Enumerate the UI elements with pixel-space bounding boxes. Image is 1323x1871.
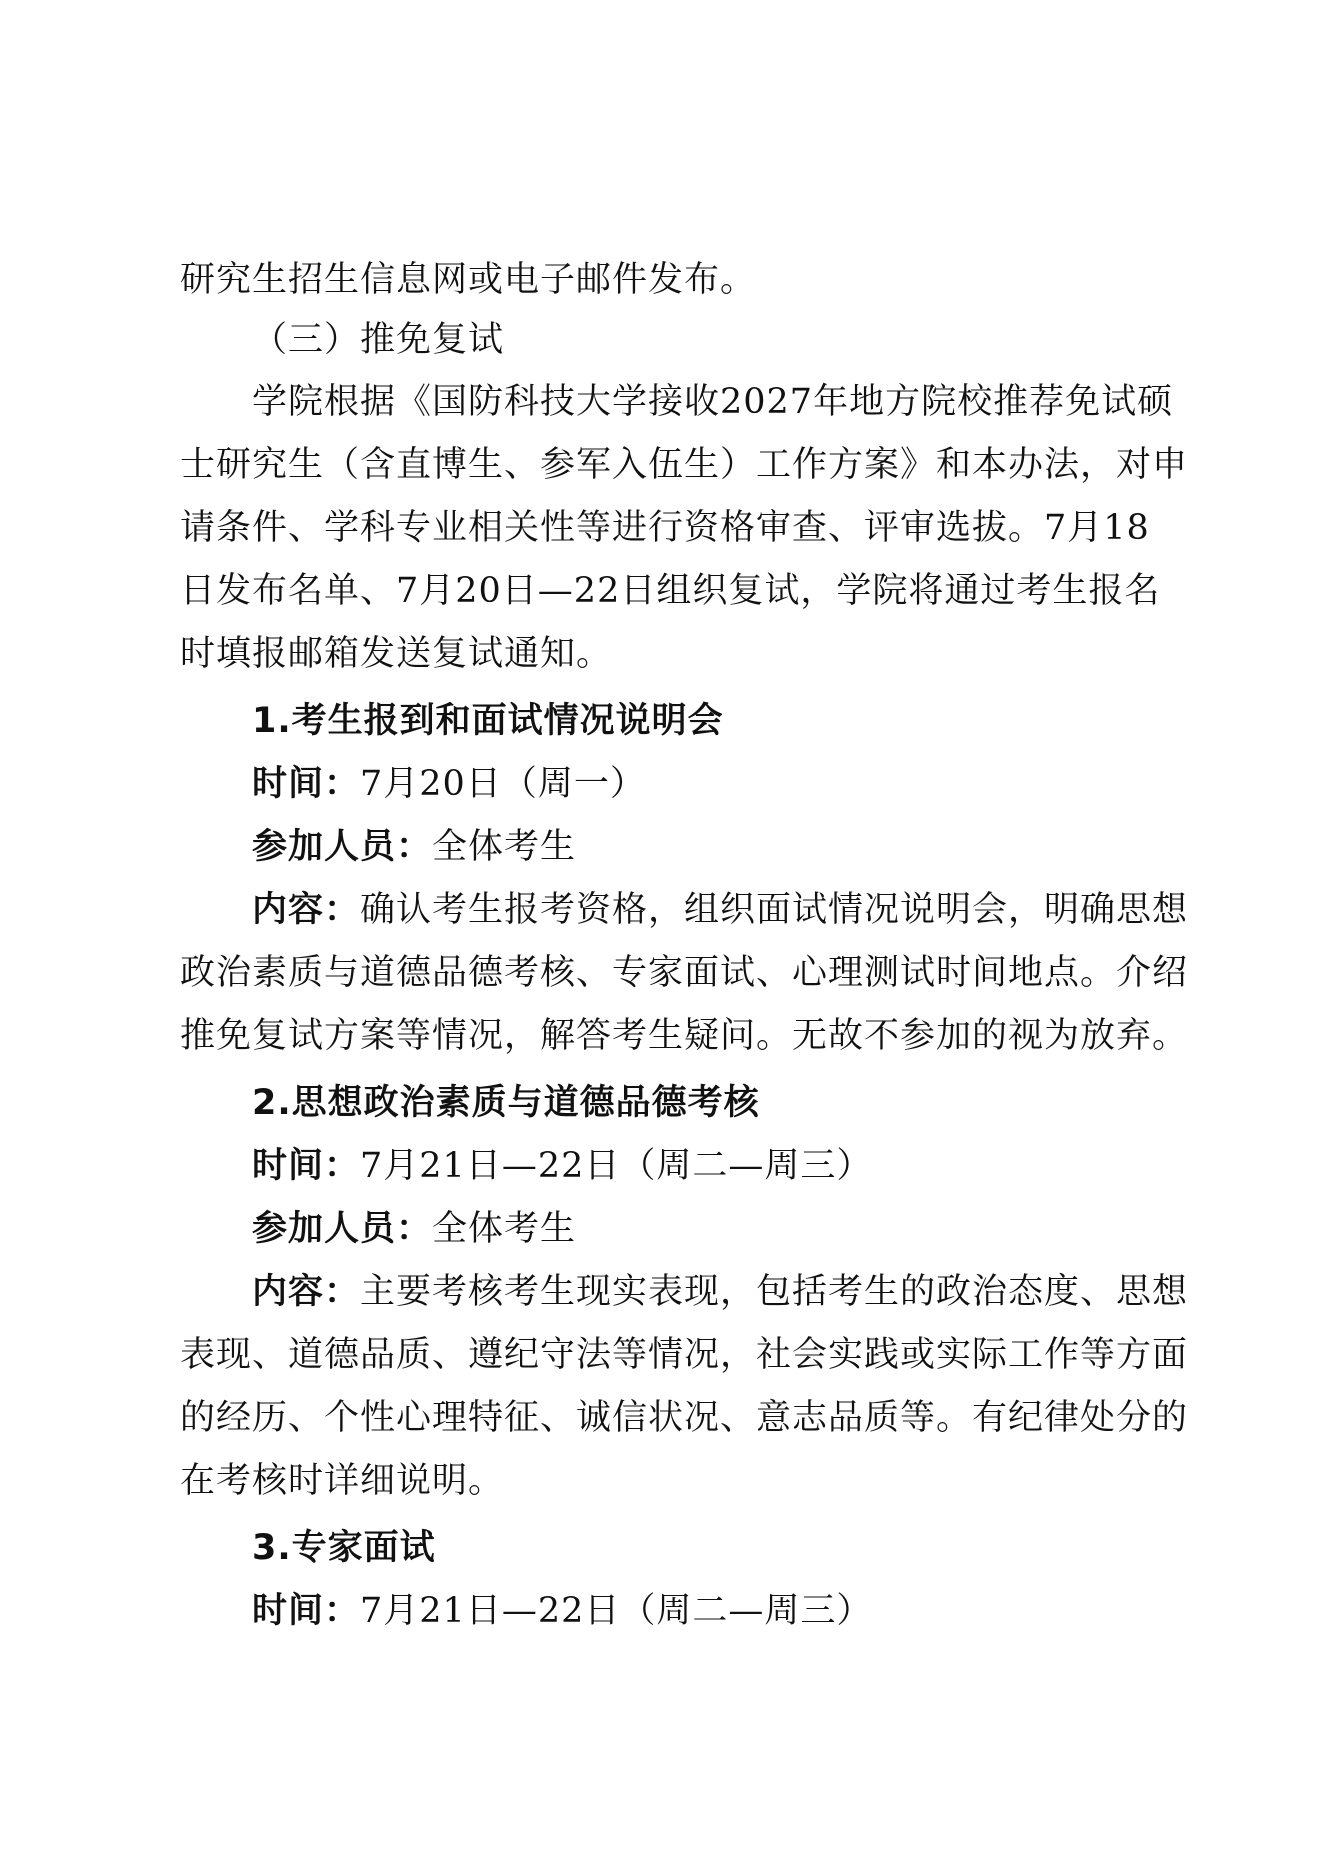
- paragraph-line: 士研究生（含直博生、参军入伍生）工作方案》和本办法，对申: [180, 445, 1189, 485]
- content-row-1: [252, 888, 1189, 932]
- time-value: 7月20日（周一）: [360, 764, 646, 804]
- time-value: 7月21日—22日（周二—周三）: [360, 1591, 873, 1631]
- subheading-3: 3.专家面试: [252, 1528, 436, 1568]
- content-line: 在考核时详细说明。: [180, 1461, 505, 1501]
- content-line: 表现、道德品质、遵纪守法等情况，社会实践或实际工作等方面: [180, 1335, 1189, 1375]
- section-heading-recheck: （三）推免复试: [252, 320, 505, 360]
- content-line: 推免复试方案等情况，解答考生疑问。无故不参加的视为放弃。: [180, 1016, 1189, 1056]
- content-row-2: [252, 1270, 1189, 1314]
- content-line: 的经历、个性心理特征、诚信状况、意志品质等。有纪律处分的: [180, 1398, 1189, 1438]
- paragraph-line: 时填报邮箱发送复试通知。: [180, 634, 613, 674]
- people-row-2: [252, 1207, 1170, 1251]
- time-row-3: [252, 1589, 1170, 1633]
- subheading-1: 1.考生报到和面试情况说明会: [252, 701, 724, 741]
- time-row-2: [252, 1144, 1170, 1188]
- paragraph-continuation: 研究生招生信息网或电子邮件发布。: [180, 260, 757, 300]
- content-label: 内容：: [252, 890, 361, 930]
- content-text: 主要考核考生现实表现，包括考生的政治态度、思想: [360, 1272, 1189, 1312]
- content-line: 政治素质与道德品德考核、专家面试、心理测试时间地点。介绍: [180, 953, 1189, 993]
- content-text: 确认考生报考资格，组织面试情况说明会，明确思想: [360, 890, 1189, 930]
- people-row-1: [252, 825, 1170, 869]
- paragraph-line: 请条件、学科专业相关性等进行资格审查、评审选拔。7月18: [180, 508, 1150, 548]
- time-row-1: [252, 762, 1170, 806]
- content-label: 内容：: [252, 1272, 361, 1312]
- time-value: 7月21日—22日（周二—周三）: [360, 1146, 873, 1186]
- time-label: 时间：: [252, 764, 361, 804]
- people-label: 参加人员：: [252, 1209, 433, 1249]
- paragraph-line: 学院根据《国防科技大学接收2027年地方院校推荐免试硕: [252, 382, 1174, 422]
- paragraph-line: 日发布名单、7月20日—22日组织复试，学院将通过考生报名: [180, 571, 1161, 611]
- time-label: 时间：: [252, 1146, 361, 1186]
- people-value: 全体考生: [432, 827, 577, 867]
- people-value: 全体考生: [432, 1209, 577, 1249]
- time-label: 时间：: [252, 1591, 361, 1631]
- subheading-2: 2.思想政治素质与道德品德考核: [252, 1083, 760, 1123]
- people-label: 参加人员：: [252, 827, 433, 867]
